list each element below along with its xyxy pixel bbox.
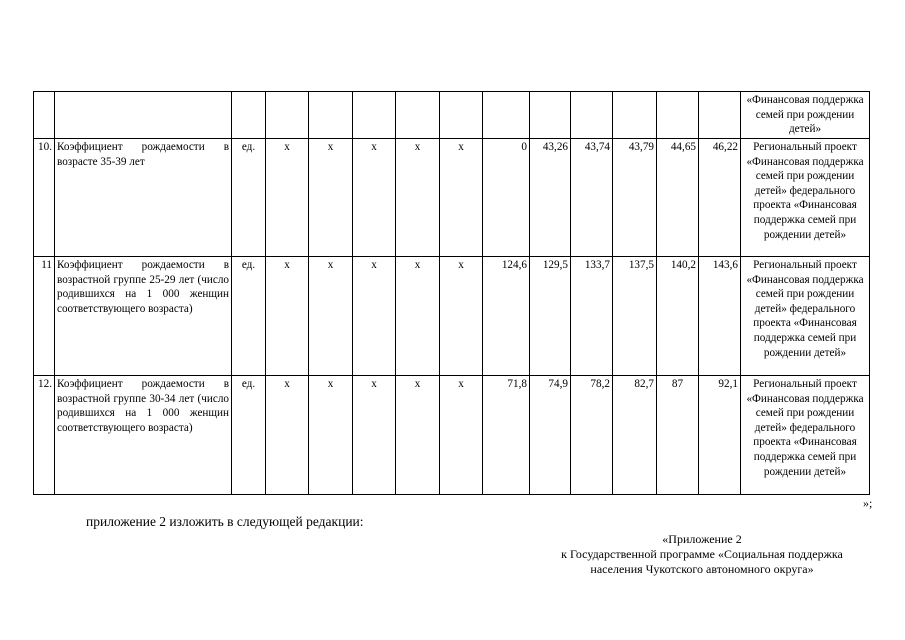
value-cell: 44,65 — [657, 139, 699, 257]
indicator-table — [33, 91, 870, 495]
indicator-name: Коэффициент рождаемости в возрастной группе 30-34 лет (число родившихся на 1 000 женщин соответствующего возраста) — [55, 376, 232, 495]
value-cell: 46,22 — [699, 139, 741, 257]
row-number: 12. — [34, 376, 55, 495]
value-cell: 140,2 — [657, 257, 699, 376]
value-cell: 0 — [483, 139, 530, 257]
project-cell: «Финансовая поддержка семей при рождении детей» — [741, 92, 870, 139]
table-row — [34, 139, 870, 257]
value-cell: x — [440, 257, 483, 376]
table-row — [34, 376, 870, 495]
project-cell: Региональный проект «Финансовая поддержка семей при рождении детей» федерального проекта «Финансовая поддержка семей при рождении детей» — [741, 139, 870, 257]
unit-cell: ед. — [232, 139, 266, 257]
value-cell: 71,8 — [483, 376, 530, 495]
value-cell: 43,79 — [613, 139, 657, 257]
value-cell: 124,6 — [483, 257, 530, 376]
value-cell: 74,9 — [530, 376, 571, 495]
body-paragraph: приложение 2 изложить в следующей редакции: — [86, 514, 364, 529]
value-cell: x — [309, 376, 353, 495]
value-cell: x — [396, 139, 440, 257]
value-cell: x — [353, 376, 396, 495]
value-cell: 43,74 — [571, 139, 613, 257]
value-cell: x — [396, 376, 440, 495]
value-cell: x — [440, 376, 483, 495]
indicator-name: Коэффициент рождаемости в возрасте 35-39 лет — [55, 139, 232, 257]
value-cell: 78,2 — [571, 376, 613, 495]
value-cell: 87 — [657, 376, 699, 495]
value-cell: x — [266, 257, 309, 376]
table-row-continuation — [34, 92, 870, 139]
row-number: 10. — [34, 139, 55, 257]
value-cell: 133,7 — [571, 257, 613, 376]
project-cell: Региональный проект «Финансовая поддержка семей при рождении детей» федерального проекта «Финансовая поддержка семей при рождении детей» — [741, 376, 870, 495]
appendix-header — [552, 532, 852, 577]
value-cell: 143,6 — [699, 257, 741, 376]
indicator-name: Коэффициент рождаемости в возрастной группе 25-29 лет (число родившихся на 1 000 женщин соответствующего возраста) — [55, 257, 232, 376]
value-cell: 43,26 — [530, 139, 571, 257]
value-cell: 129,5 — [530, 257, 571, 376]
project-cell: Региональный проект «Финансовая поддержка семей при рождении детей» федерального проекта «Финансовая поддержка семей при рождении детей» — [741, 257, 870, 376]
value-cell: x — [309, 139, 353, 257]
appendix-title: «Приложение 2 — [662, 532, 742, 546]
value-cell: 92,1 — [699, 376, 741, 495]
appendix-program-line: к Государственной программе «Социальная поддержка — [561, 547, 843, 561]
unit-cell: ед. — [232, 376, 266, 495]
value-cell: x — [309, 257, 353, 376]
value-cell: 137,5 — [613, 257, 657, 376]
value-cell: 82,7 — [613, 376, 657, 495]
value-cell: x — [266, 139, 309, 257]
table-row — [34, 257, 870, 376]
appendix-region-line: населения Чукотского автономного округа» — [590, 562, 814, 576]
value-cell: x — [396, 257, 440, 376]
value-cell: x — [266, 376, 309, 495]
value-cell: x — [440, 139, 483, 257]
value-cell: x — [353, 139, 396, 257]
value-cell: x — [353, 257, 396, 376]
row-number: 11 — [34, 257, 55, 376]
unit-cell: ед. — [232, 257, 266, 376]
closing-quote-mark: »; — [863, 496, 873, 510]
